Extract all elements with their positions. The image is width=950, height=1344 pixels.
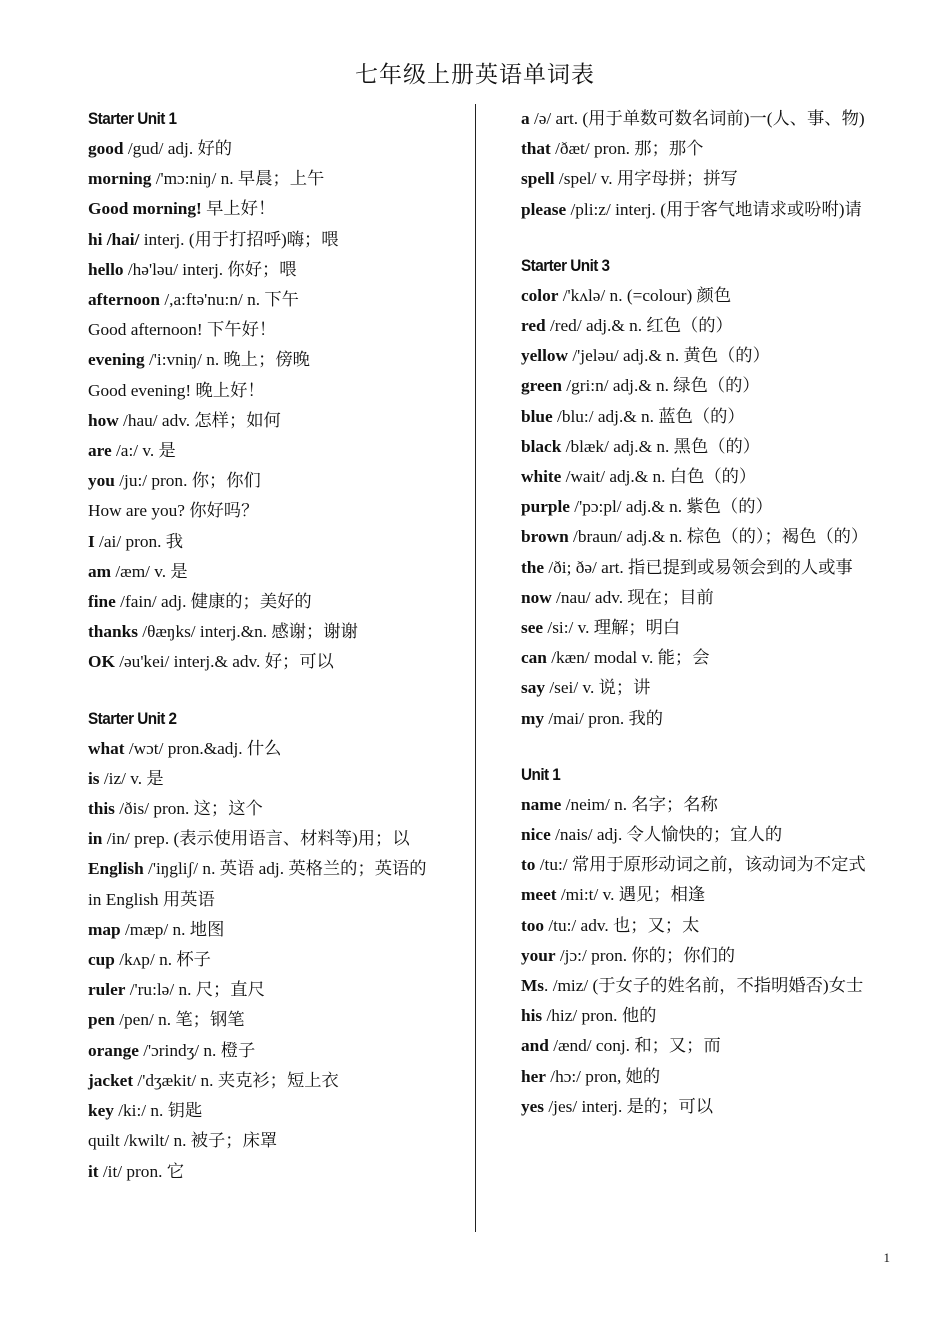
- page-title: 七年级上册英语单词表: [355, 62, 595, 87]
- vocab-word: cup: [88, 950, 115, 970]
- vocab-definition: in English 用英语: [88, 889, 215, 909]
- vocab-definition: Good evening! 晚上好！: [88, 380, 265, 400]
- right-column: [521, 104, 901, 1122]
- vocab-entry: [88, 134, 460, 164]
- vocab-definition: /'dʒækit/ n. 夹克衫；短上衣: [133, 1070, 339, 1090]
- vocab-entry: [88, 1096, 460, 1126]
- vocab-word: are: [88, 441, 112, 461]
- vocab-word: a: [521, 109, 530, 128]
- vocab-word: purple: [521, 497, 570, 517]
- vocab-definition: /hau/ adv. 怎样；如何: [118, 410, 281, 430]
- vocab-definition: /mæp/ n. 地图: [120, 919, 225, 939]
- vocab-word: ruler: [88, 980, 126, 1000]
- vocab-entry: [88, 1157, 460, 1187]
- vocab-entry: [88, 734, 460, 764]
- vocab-definition: /a:/ v. 是: [111, 441, 176, 461]
- vocab-entry: [521, 462, 901, 492]
- vocab-word: how: [88, 410, 119, 430]
- vocab-definition: /spel/ v. 用字母拼；拼写: [554, 169, 738, 189]
- vocab-definition: /ði; ðə/ art. 指已提到或易领会到的人或事: [544, 557, 853, 577]
- vocab-entry: [88, 945, 460, 975]
- vocab-definition: /,a:ftə'nu:n/ n. 下午: [160, 290, 299, 310]
- vocab-word: the: [521, 557, 545, 577]
- vocab-definition: /kæn/ modal v. 能；会: [546, 648, 710, 668]
- vocab-entry: [88, 315, 460, 345]
- vocab-definition: /si:/ v. 理解；明白: [543, 618, 681, 638]
- vocab-entry: [521, 134, 901, 164]
- vocab-entry: [521, 371, 901, 401]
- vocab-word: jacket: [88, 1070, 134, 1090]
- vocab-entry: [521, 583, 901, 613]
- vocab-definition: /hɔ:/ pron, 她的: [545, 1066, 661, 1086]
- vocab-word: English: [88, 859, 144, 879]
- vocab-definition: /gud/ adj. 好的: [123, 139, 233, 158]
- vocab-entry: [521, 432, 901, 462]
- vocab-entry: [521, 880, 901, 910]
- vocab-word: please: [521, 199, 567, 219]
- vocab-word: in: [88, 829, 103, 849]
- vocab-word: now: [521, 587, 552, 607]
- section-gap: [521, 225, 901, 251]
- vocab-entry: [521, 790, 901, 820]
- vocab-word: orange: [88, 1040, 139, 1060]
- vocab-entry: [88, 975, 460, 1005]
- vocab-definition: /θæŋks/ interj.&n. 感谢；谢谢: [137, 622, 358, 642]
- vocab-entry: [88, 376, 460, 406]
- vocab-definition: /wait/ adj.& n. 白色（的）: [561, 467, 757, 487]
- vocab-entry: [88, 587, 460, 617]
- vocab-word: hello: [88, 259, 124, 279]
- unit-heading: Unit 1: [521, 764, 561, 784]
- vocab-word: thanks: [88, 622, 138, 642]
- vocab-word: to: [521, 855, 536, 875]
- vocab-entry: [521, 522, 901, 552]
- vocab-definition: /gri:n/ adj.& n. 绿色（的）: [561, 376, 760, 396]
- vocab-word: say: [521, 678, 546, 698]
- vocab-definition: /ænd/ conj. 和；又；而: [548, 1036, 721, 1056]
- vocab-entry: [88, 557, 460, 587]
- vocab-word: this: [88, 799, 115, 819]
- vocab-definition: /wɔt/ pron.&adj. 什么: [124, 738, 282, 758]
- unit-heading: Starter Unit 1: [88, 109, 177, 128]
- vocab-entry: [88, 1126, 460, 1156]
- vocab-entry: [88, 406, 460, 436]
- vocab-entry: [88, 824, 460, 854]
- vocab-word: that: [521, 139, 551, 159]
- page-number: 1: [883, 1250, 890, 1265]
- vocab-definition: interj. (用于打招呼)嗨；喂: [139, 229, 339, 249]
- vocab-entry: [521, 820, 901, 850]
- vocab-entry: [521, 1062, 901, 1092]
- vocab-word: you: [88, 471, 115, 491]
- vocab-word: yes: [521, 1096, 545, 1116]
- vocab-definition: /mai/ pron. 我的: [544, 708, 664, 728]
- vocab-word: fine: [88, 592, 116, 612]
- column-divider: [475, 104, 476, 1232]
- vocab-entry: [88, 436, 460, 466]
- vocab-word: see: [521, 618, 544, 638]
- vocab-word: meet: [521, 885, 557, 905]
- vocab-entry: [521, 104, 901, 134]
- vocab-entry: [88, 225, 460, 255]
- vocab-word: too: [521, 915, 545, 935]
- unit-heading: Starter Unit 3: [521, 255, 610, 275]
- vocab-definition: /hiz/ pron. 他的: [542, 1006, 657, 1026]
- vocab-definition: . /miz/ (于女子的姓名前，不指明婚否)女士: [544, 976, 864, 996]
- vocab-definition: /braun/ adj.& n. 棕色（的）；褐色（的）: [568, 527, 869, 547]
- vocab-definition: quilt /kwilt/ n. 被子；床罩: [88, 1131, 278, 1151]
- vocab-entry: [521, 850, 901, 880]
- vocab-word: spell: [521, 169, 555, 189]
- vocab-entry: [521, 1031, 901, 1061]
- vocab-definition: /fain/ adj. 健康的；美好的: [115, 592, 312, 612]
- vocab-definition: /nau/ adv. 现在；目前: [551, 587, 714, 607]
- vocab-word: is: [88, 768, 100, 788]
- vocab-entry: [88, 617, 460, 647]
- vocab-word: his: [521, 1006, 543, 1026]
- vocab-definition: /jɔ:/ pron. 你的；你们的: [555, 945, 736, 965]
- vocab-definition: /pli:z/ interj. (用于客气地请求或吩咐)请: [566, 199, 862, 219]
- vocab-word: red: [521, 316, 546, 336]
- vocab-definition: /iz/ v. 是: [99, 768, 164, 788]
- vocab-entry: [521, 673, 901, 703]
- vocab-definition: /ai/ pron. 我: [94, 531, 184, 551]
- vocab-entry: [521, 281, 901, 311]
- vocab-word: black: [521, 436, 562, 456]
- vocab-entry: [521, 402, 901, 432]
- vocab-definition: /blu:/ adj.& n. 蓝色（的）: [552, 406, 745, 426]
- vocab-entry: [88, 194, 460, 224]
- section-gap: [88, 678, 460, 704]
- vocab-entry: [521, 341, 901, 371]
- vocab-entry: [521, 164, 901, 194]
- vocab-word: key: [88, 1101, 114, 1121]
- vocab-entry: [88, 764, 460, 794]
- vocab-definition: /'ɔrindʒ/ n. 橙子: [138, 1040, 256, 1060]
- vocab-definition: /ə/ art. (用于单数可数名词前)一(人、事、物): [529, 109, 865, 128]
- vocab-definition: /ki:/ n. 钥匙: [113, 1101, 203, 1121]
- vocab-entry: [521, 941, 901, 971]
- vocab-definition: /nais/ adj. 令人愉快的；宜人的: [550, 825, 783, 845]
- vocab-definition: /'ru:lə/ n. 尺；直尺: [125, 980, 265, 1000]
- vocab-definition: /ðis/ pron. 这；这个: [114, 799, 263, 819]
- vocab-entry: [88, 1005, 460, 1035]
- vocab-entry: [521, 311, 901, 341]
- section-gap: [521, 734, 901, 760]
- vocab-word: good: [88, 139, 124, 158]
- vocab-definition: /æm/ v. 是: [111, 561, 188, 581]
- vocab-word: white: [521, 467, 562, 487]
- vocab-word: afternoon: [88, 290, 160, 310]
- vocab-entry: [88, 885, 460, 915]
- vocab-word: your: [521, 945, 556, 965]
- vocab-definition: /'mɔ:niŋ/ n. 早晨；上午: [151, 169, 325, 189]
- vocab-entry: [88, 915, 460, 945]
- vocab-entry: [521, 643, 901, 673]
- vocab-entry: [521, 911, 901, 941]
- vocab-word: blue: [521, 406, 553, 426]
- vocab-word: Ms: [521, 976, 545, 996]
- vocab-definition: Good afternoon! 下午好！: [88, 320, 277, 340]
- vocab-word: OK: [88, 652, 115, 672]
- vocab-entry: [88, 1066, 460, 1096]
- vocab-definition: /'pɔ:pl/ adj.& n. 紫色（的）: [569, 497, 773, 517]
- vocab-definition: /əu'kei/ interj.& adv. 好；可以: [114, 652, 334, 672]
- vocab-word: and: [521, 1036, 549, 1056]
- vocab-entry: [521, 1092, 901, 1122]
- vocab-word: I: [88, 531, 95, 551]
- vocab-definition: /jes/ interj. 是的；可以: [544, 1096, 714, 1116]
- vocab-definition: /pen/ n. 笔；钢笔: [114, 1010, 245, 1030]
- vocab-entry: [521, 553, 901, 583]
- vocab-definition: /hə'ləu/ interj. 你好；喂: [123, 259, 297, 279]
- vocab-word: evening: [88, 350, 145, 370]
- vocab-word: her: [521, 1066, 546, 1086]
- vocab-word: what: [88, 738, 125, 758]
- vocab-entry: [521, 195, 901, 225]
- vocab-word: nice: [521, 825, 551, 845]
- vocab-definition: /tu:/ 常用于原形动词之前，该动词为不定式: [535, 855, 866, 875]
- vocab-entry: [521, 971, 901, 1001]
- vocab-entry: [521, 492, 901, 522]
- vocab-definition: /red/ adj.& n. 红色（的）: [545, 316, 733, 336]
- vocab-definition: /'jeləu/ adj.& n. 黄色（的）: [568, 346, 770, 366]
- vocab-entry: [521, 1001, 901, 1031]
- vocab-word: Good morning!: [88, 199, 202, 219]
- vocab-definition: /'iŋgliʃ/ n. 英语 adj. 英格兰的；英语的: [143, 859, 427, 879]
- vocab-definition: /mi:t/ v. 遇见；相逢: [556, 885, 706, 905]
- vocab-word: can: [521, 648, 547, 668]
- vocab-definition: /it/ pron. 它: [98, 1161, 185, 1181]
- vocab-definition: /tu:/ adv. 也；又；太: [544, 915, 700, 935]
- vocab-word: yellow: [521, 346, 569, 366]
- vocab-word: it: [88, 1161, 99, 1181]
- vocab-word: brown: [521, 527, 569, 547]
- vocab-definition: /sei/ v. 说；讲: [545, 678, 651, 698]
- vocab-definition: How are you? 你好吗？: [88, 501, 259, 521]
- vocab-word: morning: [88, 169, 152, 189]
- vocab-definition: 早上好！: [201, 199, 276, 219]
- vocab-entry: [88, 466, 460, 496]
- vocab-word: color: [521, 285, 559, 305]
- vocab-definition: /in/ prep. (表示使用语言、材料等)用；以: [102, 829, 410, 849]
- vocab-entry: [88, 527, 460, 557]
- vocab-entry: [88, 345, 460, 375]
- vocab-entry: [88, 285, 460, 315]
- vocab-definition: /ju:/ pron. 你；你们: [114, 471, 261, 491]
- left-column: [88, 104, 460, 1187]
- vocab-word: my: [521, 708, 545, 728]
- vocab-word: hi /hai/: [88, 229, 140, 249]
- vocab-definition: /kʌp/ n. 杯子: [114, 950, 211, 970]
- vocab-word: am: [88, 561, 112, 581]
- vocab-entry: [88, 647, 460, 677]
- vocab-entry: [88, 164, 460, 194]
- vocab-definition: /blæk/ adj.& n. 黑色（的）: [561, 436, 761, 456]
- vocab-entry: [521, 613, 901, 643]
- vocab-word: green: [521, 376, 562, 396]
- vocab-definition: /neim/ n. 名字；名称: [561, 794, 718, 814]
- vocab-definition: /'i:vniŋ/ n. 晚上；傍晚: [144, 350, 310, 370]
- vocab-entry: [88, 1036, 460, 1066]
- vocab-entry: [521, 704, 901, 734]
- vocab-entry: [88, 496, 460, 526]
- vocab-entry: [88, 794, 460, 824]
- vocab-word: name: [521, 794, 562, 814]
- vocab-word: map: [88, 919, 121, 939]
- unit-heading: Starter Unit 2: [88, 708, 177, 728]
- vocab-entry: [88, 854, 460, 884]
- vocab-entry: [88, 255, 460, 285]
- vocab-definition: /ðæt/ pron. 那；那个: [550, 139, 704, 159]
- vocab-word: pen: [88, 1010, 115, 1030]
- vocab-definition: /'kʌlə/ n. (=colour) 颜色: [558, 285, 732, 305]
